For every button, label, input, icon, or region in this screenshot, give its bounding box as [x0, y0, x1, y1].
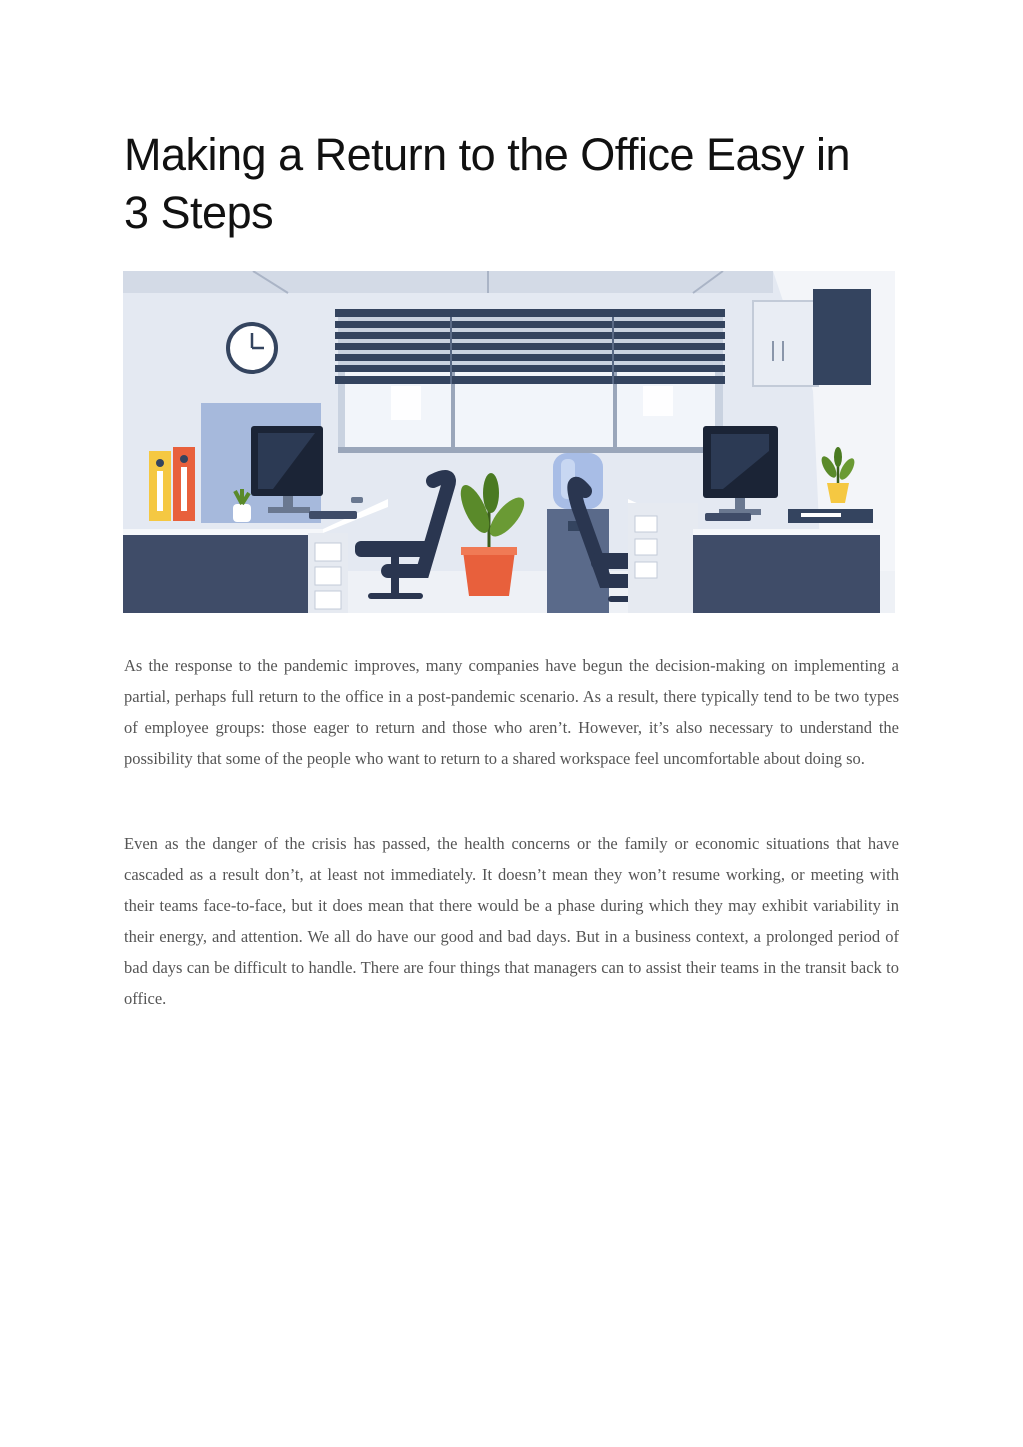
office-illustration — [123, 271, 895, 613]
article-paragraph-2: Even as the danger of the crisis has passed, the health concerns or the family or economic situations that have cascaded as a result don’t, at least not immediately. It doesn’t mean they won’t resume working, or meeting with their teams face-to-face, but it does mean that there would be a phase during which they may exhibit variability in their energy, and attention. We all do have our good and bad days. But in a business context, a prolonged period of bad days can be difficult to handle. There are four things that managers can to assist their teams in the transit back to office. — [124, 834, 899, 1008]
article-title: Making a Return to the Office Easy in 3 Steps — [124, 129, 851, 238]
article-paragraph-1: As the response to the pandemic improves, many companies have begun the decision-making on implementing a partial, perhaps full return to the office in a post-pandemic scenario. As a result, there typically tend to be two types of employee groups: those eager to return and those who aren’t. However, it’s also necessary to understand the possibility that some of the people who want to return to a shared workspace feel uncomfortable about doing so. — [124, 656, 899, 768]
